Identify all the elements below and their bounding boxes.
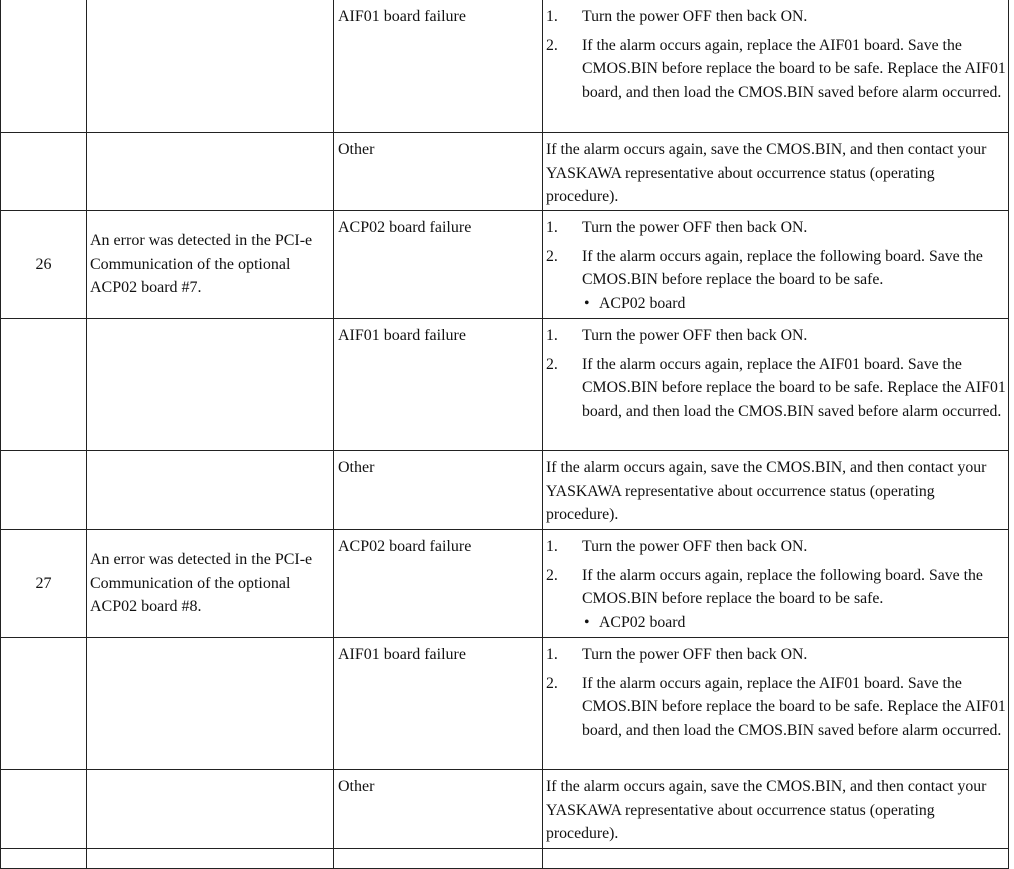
table-row [0,770,1009,849]
table-row [0,133,1009,211]
alarm-cause [87,770,334,848]
step-text: Turn the power OFF then back ON. [582,646,808,663]
bullet-text: ACP02 board [599,294,686,312]
alarm-cause [87,0,334,132]
step-number: 2. [546,247,558,265]
table-row [0,849,1009,869]
failure-type: AIF01 board failure [334,0,543,132]
failure-type: Other [334,451,543,529]
remedy [543,211,1009,318]
remedy [543,451,1009,529]
remedy [543,319,1009,450]
alarm-cause [87,319,334,450]
step-text: If the alarm occurs again, replace the AIF01 board. Save the CMOS.BIN before replace the board to be safe. Replace the AIF01 board, and then load the CMOS.BIN saved before alarm occurred. [582,674,1006,739]
remedy [543,770,1009,848]
step-number: 1. [546,538,558,555]
remedy-text: If the alarm occurs again, save the CMOS.BIN, and then contact your YASKAWA representative about occurrence status (operating procedure). [546,459,987,523]
step-text: Turn the power OFF then back ON. [582,327,808,344]
alarm-cause [87,849,334,868]
failure-type: AIF01 board failure [334,638,543,769]
alarm-number [0,770,87,848]
remedy-step [546,245,1006,292]
bullet-icon: • [584,613,590,631]
remedy-step [546,5,1006,29]
failure-type: Other [334,133,543,210]
step-number: 2. [546,355,558,373]
failure-type: AIF01 board failure [334,319,543,450]
remedy [543,133,1009,210]
remedy-step [546,216,1006,240]
alarm-cause [87,133,334,210]
remedy [543,530,1009,637]
table-row [0,0,1009,133]
step-number: 1. [546,646,558,663]
step-number: 1. [546,219,558,236]
bullet-item [582,292,1006,316]
failure-type: ACP02 board failure [334,211,543,318]
alarm-number [0,849,87,868]
step-number: 1. [546,327,558,344]
bullet-text: ACP02 board [599,613,686,631]
remedy-step [546,672,1006,743]
step-number: 2. [546,36,558,54]
alarm-cause [87,451,334,529]
remedy-step [546,353,1006,424]
alarm-cause: An error was detected in the PCI-e Communication of the optional ACP02 board #8. [87,530,334,637]
remedy-text: If the alarm occurs again, save the CMOS.BIN, and then contact your YASKAWA representative about occurrence status (operating procedure). [546,778,987,842]
alarm-number [0,0,87,132]
alarm-number: 26 [0,211,87,318]
step-text: If the alarm occurs again, replace the AIF01 board. Save the CMOS.BIN before replace the board to be safe. Replace the AIF01 board, and then load the CMOS.BIN saved before alarm occurred. [582,36,1006,101]
table-row [0,319,1009,451]
table-row [0,451,1009,530]
step-text: If the alarm occurs again, replace the following board. Save the CMOS.BIN before replace the board to be safe. [582,566,983,607]
alarm-number [0,133,87,210]
failure-type: ACP02 board failure [334,530,543,637]
remedy-step [546,564,1006,611]
step-number: 2. [546,674,558,692]
failure-type: Other [334,770,543,848]
step-number: 1. [546,8,558,25]
alarm-number: 27 [0,530,87,637]
table-row [0,530,1009,638]
step-text: Turn the power OFF then back ON. [582,538,808,555]
table-row [0,638,1009,770]
failure-type [334,849,543,868]
step-text: If the alarm occurs again, replace the AIF01 board. Save the CMOS.BIN before replace the board to be safe. Replace the AIF01 board, and then load the CMOS.BIN saved before alarm occurred. [582,355,1006,420]
step-number: 2. [546,566,558,584]
alarm-number [0,319,87,450]
table-row [0,211,1009,319]
bullet-item [582,611,1006,635]
step-text: If the alarm occurs again, replace the following board. Save the CMOS.BIN before replace the board to be safe. [582,247,983,288]
step-text: Turn the power OFF then back ON. [582,8,808,25]
remedy [543,849,1009,868]
bullet-icon: • [584,294,590,312]
remedy-step [546,34,1006,105]
remedy-step [546,535,1006,559]
remedy-step [546,643,1006,667]
remedy-text: If the alarm occurs again, save the CMOS.BIN, and then contact your YASKAWA representative about occurrence status (operating procedure). [546,141,987,205]
remedy-step [546,324,1006,348]
alarm-cause: An error was detected in the PCI-e Communication of the optional ACP02 board #7. [87,211,334,318]
alarm-number [0,638,87,769]
remedy [543,0,1009,132]
step-text: Turn the power OFF then back ON. [582,219,808,236]
alarm-number [0,451,87,529]
alarm-cause [87,638,334,769]
remedy [543,638,1009,769]
